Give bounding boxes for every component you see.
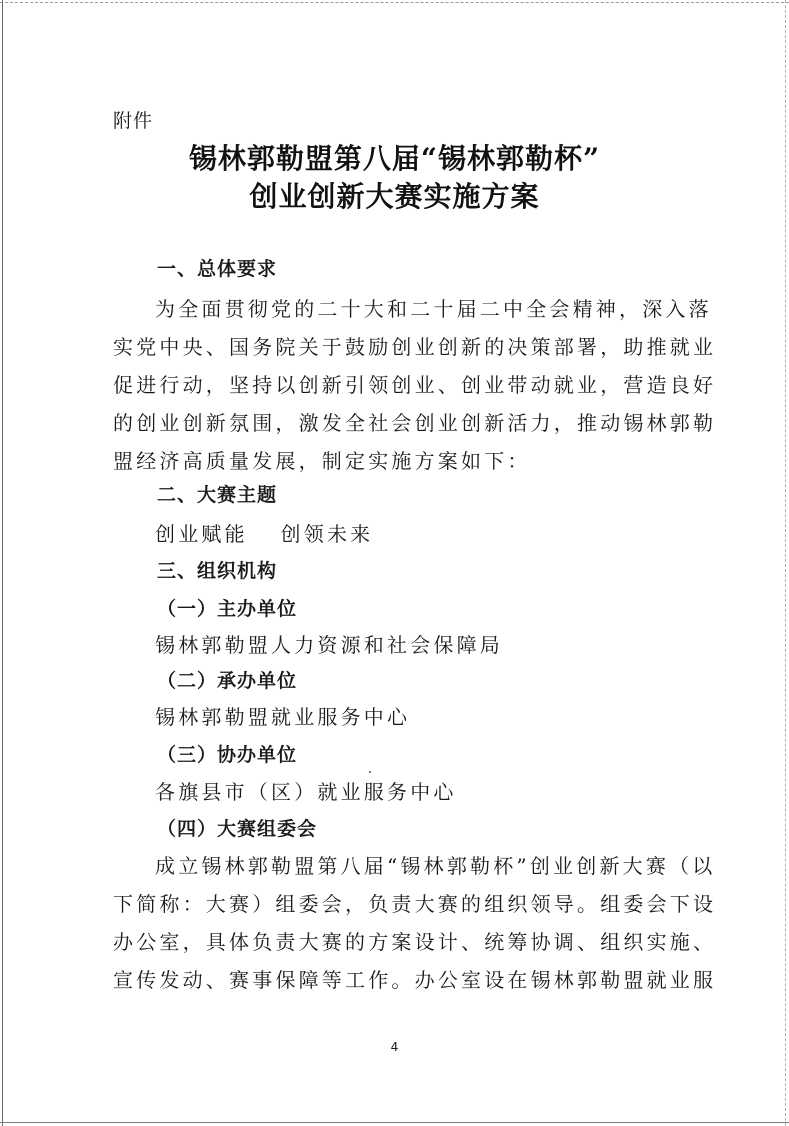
section-heading-organization: 三、组织机构 <box>157 560 278 582</box>
paragraph-line: 促进行动，坚持以创新引领创业、创业带动就业，营造良好 <box>113 373 717 397</box>
section-heading-general-requirements: 一、总体要求 <box>157 258 278 280</box>
host-unit-text: 锡林郭勒盟人力资源和社会保障局 <box>155 633 503 657</box>
scan-edge-bottom <box>0 1122 789 1123</box>
subheading-host: （一）主办单位 <box>157 598 298 620</box>
document-title-line-1: 锡林郭勒盟第八届“锡林郭勒杯” <box>188 142 601 175</box>
scan-speck <box>369 771 371 773</box>
page-number: 4 <box>390 1040 399 1054</box>
document-title-line-2: 创业创新大赛实施方案 <box>249 180 540 213</box>
paragraph-line: 办公室，具体负责大赛的方案设计、统筹协调、组织实施、 <box>113 930 717 954</box>
subheading-committee: （四）大赛组委会 <box>157 818 318 840</box>
section-heading-theme: 二、大赛主题 <box>157 484 278 506</box>
scan-edge-top <box>0 2 789 3</box>
paragraph-line: 为全面贯彻党的二十大和二十届二中全会精神，深入落 <box>155 297 712 321</box>
attachment-label: 附件 <box>113 110 154 132</box>
paragraph-line: 宣传发动、赛事保障等工作。办公室设在锡林郭勒盟就业服 <box>113 968 717 992</box>
co-organizer-unit-text: 各旗县市（区）就业服务中心 <box>155 780 457 804</box>
theme-text: 创业赋能 创领未来 <box>155 522 374 546</box>
paragraph-line: 的创业创新氛围，激发全社会创业创新活力，推动锡林郭勒 <box>113 411 717 435</box>
subheading-co-organizer: （三）协办单位 <box>157 744 298 766</box>
paragraph-line: 下简称：大赛）组委会，负责大赛的组织领导。组委会下设 <box>113 892 717 916</box>
subheading-organizer: （二）承办单位 <box>157 670 298 692</box>
organizer-unit-text: 锡林郭勒盟就业服务中心 <box>155 705 411 729</box>
paragraph-line: 盟经济高质量发展，制定实施方案如下： <box>113 449 531 473</box>
paragraph-line: 实党中央、国务院关于鼓励创业创新的决策部署，助推就业 <box>113 335 717 359</box>
paragraph-line: 成立锡林郭勒盟第八届“锡林郭勒杯”创业创新大赛（以 <box>155 854 716 878</box>
